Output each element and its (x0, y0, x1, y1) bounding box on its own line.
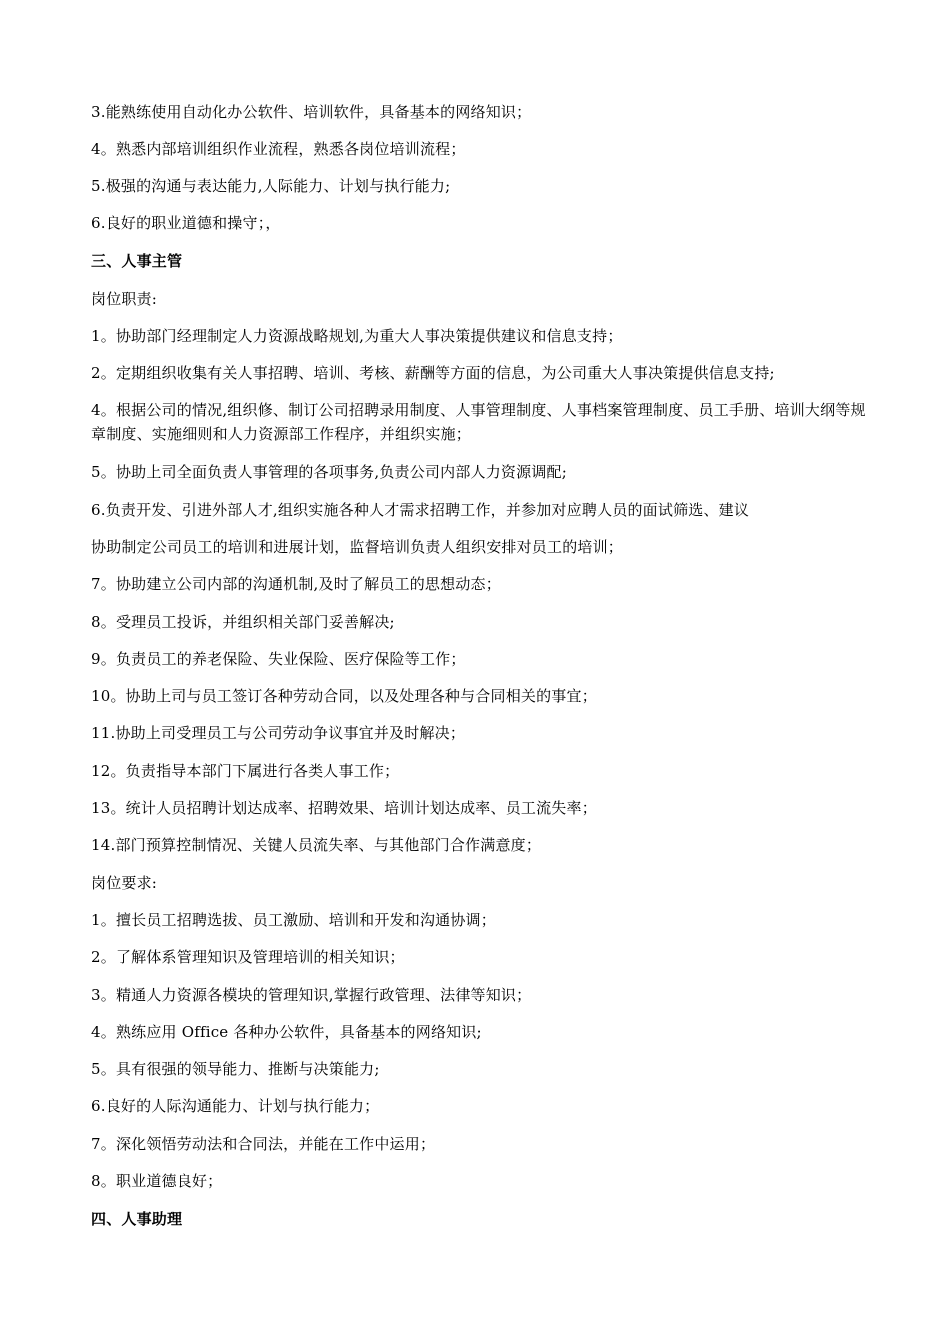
requirement-item-8: 8。职业道德良好； (91, 1172, 223, 1190)
duty-item-5: 5。协助上司全面负责人事管理的各项事务,负责公司内部人力资源调配; (91, 463, 567, 481)
duties-label: 岗位职责: (91, 290, 158, 308)
section-heading-hr-assistant: 四、人事助理 (91, 1210, 183, 1228)
duty-item-2: 2。定期组织收集有关人事招聘、培训、考核、薪酬等方面的信息，为公司重大人事决策提供信息支持; (91, 364, 775, 382)
duty-item-6: 6.负责开发、引进外部人才,组织实施各种人才需求招聘工作，并参加对应聘人员的面试筛选、建议 (91, 501, 750, 519)
duty-item-14: 14.部门预算控制情况、关键人员流失率、与其他部门合作满意度； (91, 836, 542, 854)
requirements-label: 岗位要求: (91, 874, 158, 892)
requirement-item-6: 6.良好的人际沟通能力、计划与执行能力； (91, 1097, 380, 1115)
requirement-item-1: 1。擅长员工招聘选拔、员工激励、培训和开发和沟通协调； (91, 911, 496, 929)
requirement-item-2: 2。了解体系管理知识及管理培训的相关知识； (91, 948, 405, 966)
requirement-item-4: 4。熟练应用 Office 各种办公软件，具备基本的网络知识; (91, 1023, 482, 1041)
duty-item-6-continued: 协助制定公司员工的培训和进展计划，监督培训负责人组织安排对员工的培训； (91, 538, 624, 556)
requirement-item-5: 5。具有很强的领导能力、推断与决策能力; (91, 1060, 380, 1078)
duty-item-11: 11.协助上司受理员工与公司劳动争议事宜并及时解决； (91, 724, 466, 742)
duty-item-4: 4。根据公司的情况,组织修、制订公司招聘录用制度、人事管理制度、人事档案管理制度、员工手册、培训大纲等规章制度、实施细则和人力资源部工作程序，并组织实施； (91, 401, 866, 443)
requirement-item-3: 3。精通人力资源各模块的管理知识,掌握行政管理、法律等知识； (91, 986, 532, 1004)
req-item-6: 6.良好的职业道德和操守；， (91, 214, 281, 232)
duty-item-1: 1。协助部门经理制定人力资源战略规划,为重大人事决策提供建议和信息支持； (91, 327, 623, 345)
duty-item-13: 13。统计人员招聘计划达成率、招聘效果、培训计划达成率、员工流失率； (91, 799, 597, 817)
req-item-3: 3.能熟练使用自动化办公软件、培训软件，具备基本的网络知识； (91, 103, 532, 121)
req-item-5: 5.极强的沟通与表达能力,人际能力、计划与执行能力; (91, 177, 451, 195)
duty-item-8: 8。受理员工投诉，并组织相关部门妥善解决; (91, 613, 395, 631)
section-heading-hr-supervisor: 三、人事主管 (91, 252, 183, 270)
requirement-item-7: 7。深化领悟劳动法和合同法，并能在工作中运用； (91, 1135, 436, 1153)
req-item-4: 4。熟悉内部培训组织作业流程，熟悉各岗位培训流程； (91, 140, 466, 158)
duty-item-10: 10。协助上司与员工签订各种劳动合同，以及处理各种与合同相关的事宜； (91, 687, 597, 705)
duty-item-7: 7。协助建立公司内部的沟通机制,及时了解员工的思想动态； (91, 575, 501, 593)
duty-item-9: 9。负责员工的养老保险、失业保险、医疗保险等工作； (91, 650, 466, 668)
duty-item-12: 12。负责指导本部门下属进行各类人事工作； (91, 762, 400, 780)
